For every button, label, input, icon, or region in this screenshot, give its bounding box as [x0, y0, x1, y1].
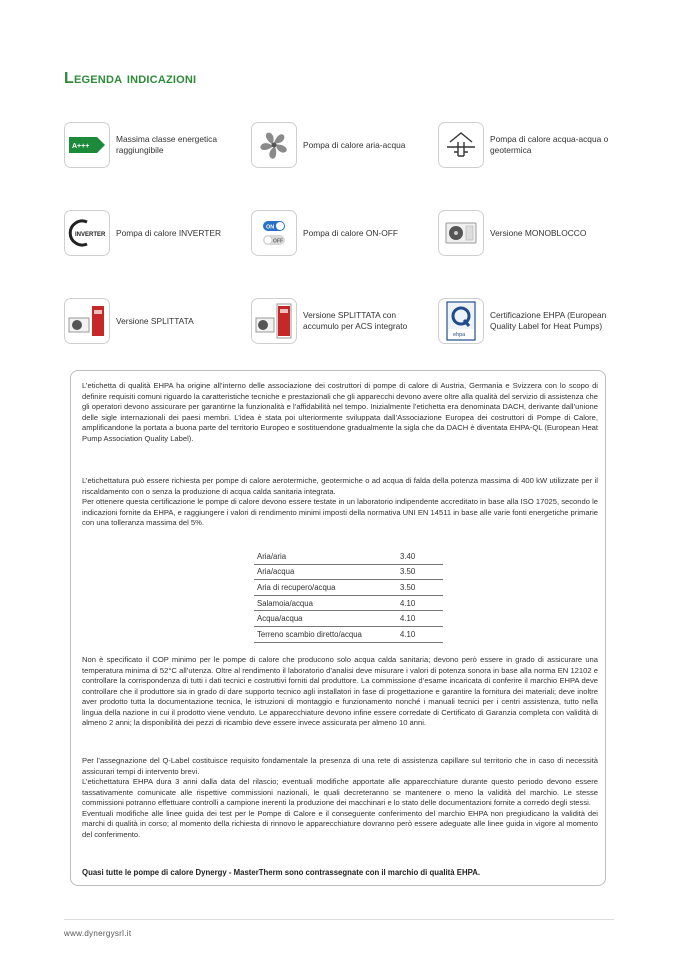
table-row: Aria di recupero/acqua 3.50 — [254, 580, 443, 596]
inverter-badge: INVERTER — [75, 232, 106, 238]
fan-icon — [251, 122, 297, 168]
legend-item-energy-class — [64, 120, 249, 170]
ehpa-certification-icon — [438, 298, 484, 344]
footer-divider — [64, 919, 614, 920]
ehpa-badge: ehpa — [453, 332, 466, 338]
footer-url[interactable]: www.dynergysrl.it — [64, 929, 132, 938]
split-icon — [64, 298, 110, 344]
legend-item-on-off — [251, 208, 436, 258]
table-row: Salamoia/acqua 4.10 — [254, 595, 443, 611]
paragraph: Per l’assegnazione del Q-Label costituisce requisito fondamentale la presenza di una rete di assistenza capillare sul territorio che in caso di necessità assicurari tempi di intervento brevi. — [82, 756, 598, 776]
legend-label: Pompa di calore aria-acqua — [303, 139, 406, 150]
legend-label: Massima classe energetica raggiungibile — [116, 134, 218, 155]
legend-label: Versione MONOBLOCCO — [490, 227, 587, 238]
legend-item-split — [64, 296, 249, 346]
on-badge: ON — [266, 224, 275, 231]
closing-statement: Quasi tutte le pompe di calore Dynergy - MasterTherm sono contrassegnate con il marchio di qualità EHPA. — [82, 868, 481, 877]
legend-label: Pompa di calore acqua-acqua o geotermica — [490, 134, 609, 155]
page-title: Legenda indicazioni — [64, 70, 197, 87]
on-off-icon — [251, 210, 297, 256]
legend-item-split-acs — [251, 296, 436, 346]
energy-class-icon — [64, 122, 110, 168]
energy-class-badge: A+++ — [72, 143, 90, 150]
off-badge: OFF — [273, 238, 283, 245]
legend-item-inverter — [64, 208, 249, 258]
legend-item-geothermal — [438, 120, 623, 170]
legend-label: Versione SPLITTATA — [116, 315, 194, 326]
table-row: Aria/aria 3.40 — [254, 549, 443, 564]
paragraph: L’etichettatura EHPA dura 3 anni dalla data del rilascio; eventuali modifiche apportate alle apparecchiature durante questo periodo devono essere tassativamente comunicate alle rispettive commissioni nazionali, le quali decreteranno se mantenere o meno la validità del marchio. Le stesse commissioni potranno effettuare controlli a campione inerenti la produzione dei macchinari e lo stato delle documentazioni fornite a corredo degli stessi. — [82, 777, 598, 807]
paragraph: Non è specificato il COP minimo per le pompe di calore che producono solo acqua calda sanitaria; devono però essere in grado di assicurare una temperatura minima di 52°C all’utenza. Oltre al rendimento il laboratorio d’analisi deve misurare i valori di potenza sonora in base alla norma EN 12102 e controllare la corrispondenza di tutti i dati tecnici e costruttivi forniti dal produttore. La commissione d’esame incaricata di conferire il marchio EHPA deve controllare che il produttore sia in grado di dare supporto tecnico agli installatori in fase di progettazione e garantire la fornitura dei materiali; deve inoltre aver prodotto tutta la documentazione tecnica, le istruzioni di montaggio e funzionamento nonché i manuali tecnici per i centri assistenza, tutto nella lingua della nazione in cui il prodotto viene venduto. Le apparecchiature devono infine essere corredate di Certificato di Garanzia completa con validità di almeno 2 anni; la disponibilità dei pezzi di ricambio deve essere invece assicurata per almeno 10 anni. — [82, 655, 598, 727]
table-row: Aria/acqua 3.50 — [254, 564, 443, 580]
paragraph: Eventuali modifiche alle linee guida dei test per le Pompe di Calore e il conseguente conferimento del marchio EHPA non pregiudicano la validità dei marchi di qualità in corso; al momento della richiesta di rinnovo le apparecchiature dovranno però essere adeguate alle linee guida in vigore al momento del conferimento. — [82, 808, 598, 839]
legend-item-air-water — [251, 120, 436, 170]
panel-paragraph-2 — [82, 476, 598, 529]
panel-paragraph-4 — [82, 756, 598, 840]
monoblock-icon — [438, 210, 484, 256]
legend-item-ehpa — [438, 296, 623, 346]
legend-item-monoblock — [438, 208, 623, 258]
cop-table — [254, 549, 443, 643]
legend-label: Certificazione EHPA (European Quality Label for Heat Pumps) — [490, 310, 607, 331]
paragraph: L’etichettatura può essere richiesta per pompe di calore aerotermiche, geotermiche o ad acqua di falda della potenza massima di 400 kW utilizzate per il riscaldamento con o senza la produzione di acqua calda sanitaria integrata. — [82, 476, 598, 496]
table-row: Acqua/acqua 4.10 — [254, 611, 443, 627]
inverter-icon — [64, 210, 110, 256]
panel-paragraph-1 — [82, 381, 598, 444]
split-acs-icon — [251, 298, 297, 344]
paragraph: Per ottenere questa certificazione le pompe di calore devono essere testate in un laboratorio indipendente accreditato in base alla ISO 17025, secondo le indicazioni fornite da EHPA, e raggiungere i valori di rendimento minimi imposti della normativa UNI EN 14511 in base alle varie fonti energetiche primarie con una tolleranza massima del 5%. — [82, 497, 598, 527]
legend-label: Pompa di calore ON-OFF — [303, 227, 398, 238]
geothermal-icon — [438, 122, 484, 168]
legend-label: Pompa di calore INVERTER — [116, 227, 222, 238]
legend-label: Versione SPLITTATA con accumulo per ACS integrato — [303, 310, 408, 331]
table-row: Terreno scambio diretto/acqua 4.10 — [254, 626, 443, 642]
panel-paragraph-3 — [82, 655, 598, 729]
paragraph: L’etichetta di qualità EHPA ha origine all’interno delle associazione dei costruttori di pompe di calore di Austria, Germania e Svizzera con lo scopo di definire requisiti comuni riguardo la caratteristiche tecniche e prestazionali che gli apparecchi devono avere oltre alla qualità del servizio di assistenza che gli operatori devono assicurare per garantirne la funzionalità e l’affidabilità nel tempo. Inizialmente l’etichetta era denominata DACH, derivante dall’unione delle sigle internazionali dei paesi membri. L’idea è stata poi ulteriormente sviluppata dall’Associazione Europea dei costruttori di Pompe di Calore, amplificandone la portata a buona parte del territorio Europeo e sostituendone gradualmente la sigla che da DACH è diventata EHPA-QL (European Heat Pump Association Quality Label). — [82, 381, 598, 443]
